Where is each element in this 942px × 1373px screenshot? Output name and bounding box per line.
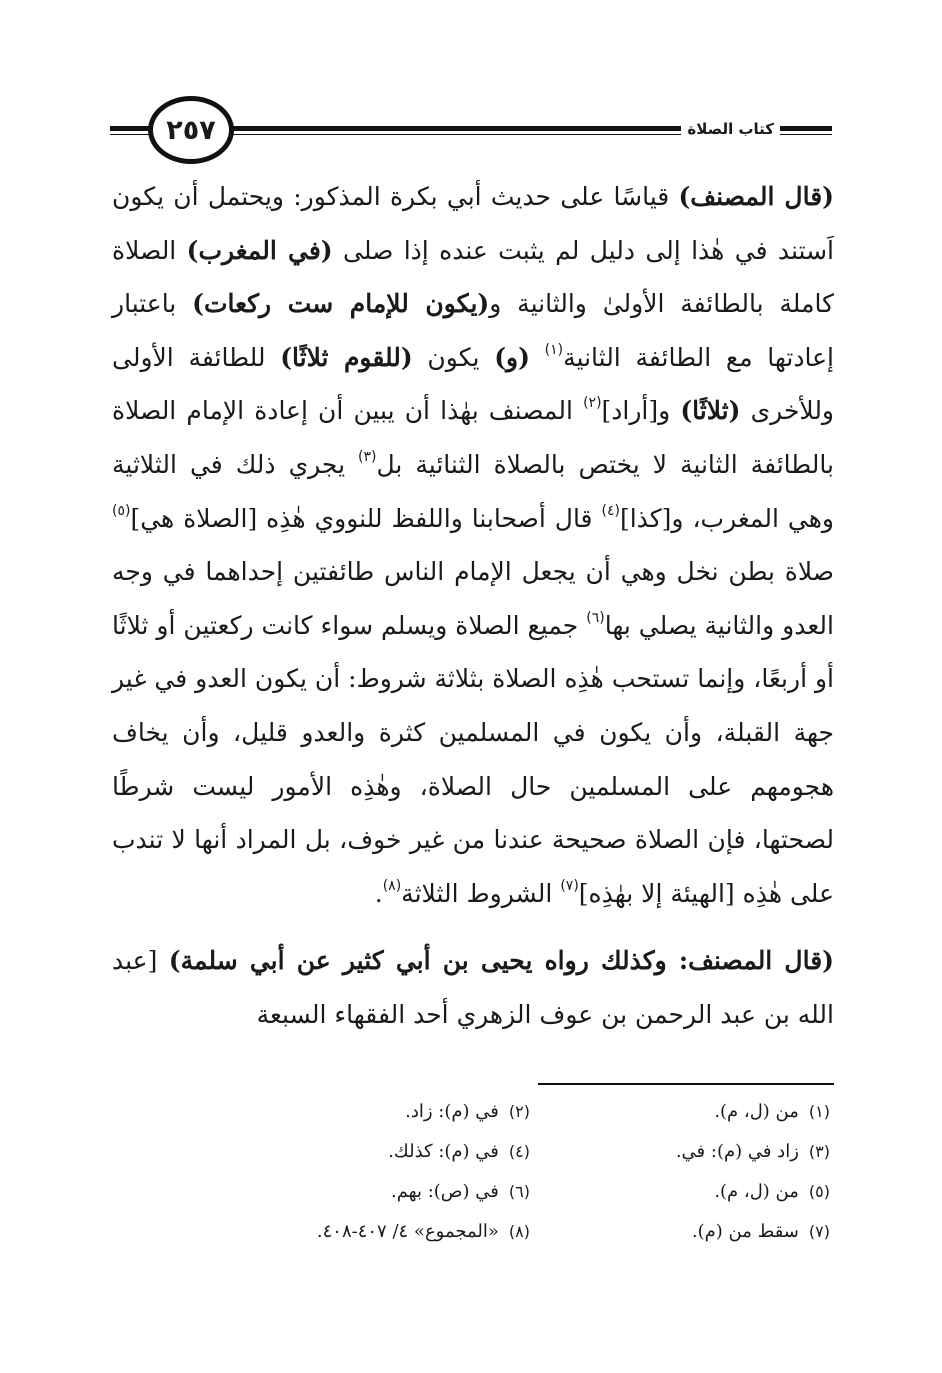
- footnote-number: (٥): [808, 1182, 830, 1201]
- text-run: يكون: [412, 342, 495, 372]
- footnotes: [200, 1098, 840, 1245]
- text-run: للطائفة الأولى وللأخرى: [112, 342, 835, 426]
- footnote-ref: (٥): [112, 502, 131, 519]
- footnote-number: (١): [808, 1102, 830, 1121]
- footnote-text: من (ل، م).: [714, 1181, 799, 1202]
- footnote: [200, 1138, 540, 1165]
- footnote-ref: (١): [544, 341, 564, 358]
- footnote-text: «المجموع» ٤/ ٤٠٧-٤٠٨.: [316, 1221, 499, 1242]
- text-run: الصلاة كاملة بالطائفة الأولىٰ والثانية و: [112, 235, 834, 319]
- footnote-number: (٨): [508, 1222, 530, 1241]
- bold-phrase: (يكون للإمام ست ركعات): [192, 289, 490, 319]
- bold-phrase: (ثلاثًا): [680, 396, 741, 426]
- footnote-number: (٢): [508, 1102, 530, 1121]
- main-text: [112, 170, 834, 1042]
- footnote-text: في (ص): بهم.: [390, 1181, 499, 1202]
- text-run: الشروط الثلاثة: [401, 878, 561, 908]
- page-number: ٢٥٧: [148, 96, 234, 164]
- footnote-number: (٤): [508, 1142, 530, 1161]
- text-run: صلاة بطن نخل وهي أن يجعل الإمام الناس طائفتين إحداهما في وجه العدو والثانية يصلي بها: [112, 557, 834, 640]
- footnote-ref: (٧): [560, 877, 579, 894]
- paragraph-1: [112, 170, 834, 920]
- text-run: .: [374, 878, 383, 908]
- text-run: و[أراد]: [601, 396, 681, 426]
- text-run: قياسًا على حديث أبي بكرة المذكور: ويحتمل أن يكون اَستند في هٰذا إلى دليل لم يثبت عنده إذا صلى: [112, 182, 834, 265]
- running-title: كتاب الصلاة: [681, 120, 780, 138]
- text-run: [530, 343, 545, 372]
- footnote-text: سقط من (م).: [691, 1221, 799, 1242]
- text-run: يجري ذلك في الثلاثية وهي المغرب، و[كذا]: [112, 449, 834, 533]
- header-rule-left-thin: [110, 134, 150, 135]
- footnote: [200, 1178, 540, 1205]
- bold-phrase: (في المغرب): [186, 235, 333, 265]
- text-run: جميع الصلاة ويسلم سواء كانت ركعتين أو ثلاثًا أو أربعًا، وإنما تستحب هٰذِه الصلاة بثلاثة شروط: أن يكون العدو في غير جهة القبلة، وأن يكون في المسلمين كثرة والعدو قليل، وأن يخاف هجومهم على المسلمين حال الصلاة، وهٰذِه الأمور ليست شرطًا لصحتها، فإن الصلاة صحيحة عندنا من غير خوف، بل المراد أنها لا تندب على هٰذِه [الهيئة إلا بهٰذِه]: [112, 610, 834, 908]
- text-run: باعتبار إعادتها مع الطائفة الثانية: [112, 289, 835, 372]
- footnote-number: (٣): [808, 1142, 830, 1161]
- footnote-text: في (م): زاد.: [405, 1101, 499, 1122]
- footnote: [540, 1138, 840, 1165]
- footnote: [540, 1098, 840, 1125]
- footnote-separator: [538, 1083, 834, 1085]
- text-run: قال أصحابنا واللفظ للنووي هٰذِه [الصلاة هي]: [130, 503, 602, 533]
- footnote: [540, 1178, 840, 1205]
- footnote-ref: (٣): [358, 448, 377, 465]
- footnote-text: زاد في (م): في.: [675, 1141, 799, 1162]
- footnote: [540, 1218, 840, 1245]
- bold-phrase: (و): [494, 342, 530, 372]
- footnote-number: (٧): [808, 1222, 830, 1241]
- footnote-number: (٦): [508, 1182, 530, 1201]
- header-rule-left-thick: [110, 126, 150, 131]
- page-header: [110, 96, 832, 168]
- text-run: [عبد الله بن عبد الرحمن بن عوف الزهري أحد الفقهاء السبعة: [112, 946, 834, 1029]
- bold-phrase: (قال المصنف: وكذلك رواه يحيى بن أبي كثير عن أبي سلمة): [168, 946, 834, 976]
- text-run: المصنف بهٰذا أن يبين أن إعادة الإمام الصلاة بالطائفة الثانية لا يختص بالصلاة الثنائية بل: [112, 396, 834, 479]
- bold-phrase: (قال المصنف): [678, 182, 834, 211]
- footnote-ref: (٤): [601, 502, 620, 519]
- bold-phrase: (للقوم ثلاثًا): [280, 342, 413, 372]
- footnote-ref: (٨): [382, 877, 402, 894]
- footnote: [200, 1218, 540, 1245]
- footnote-text: في (م): كذلك.: [388, 1141, 499, 1162]
- footnote: [200, 1098, 540, 1125]
- footnote-ref: (٦): [586, 609, 605, 626]
- footnote-ref: (٢): [583, 395, 602, 412]
- footnote-text: من (ل، م).: [714, 1101, 799, 1122]
- paragraph-2: [112, 934, 834, 1041]
